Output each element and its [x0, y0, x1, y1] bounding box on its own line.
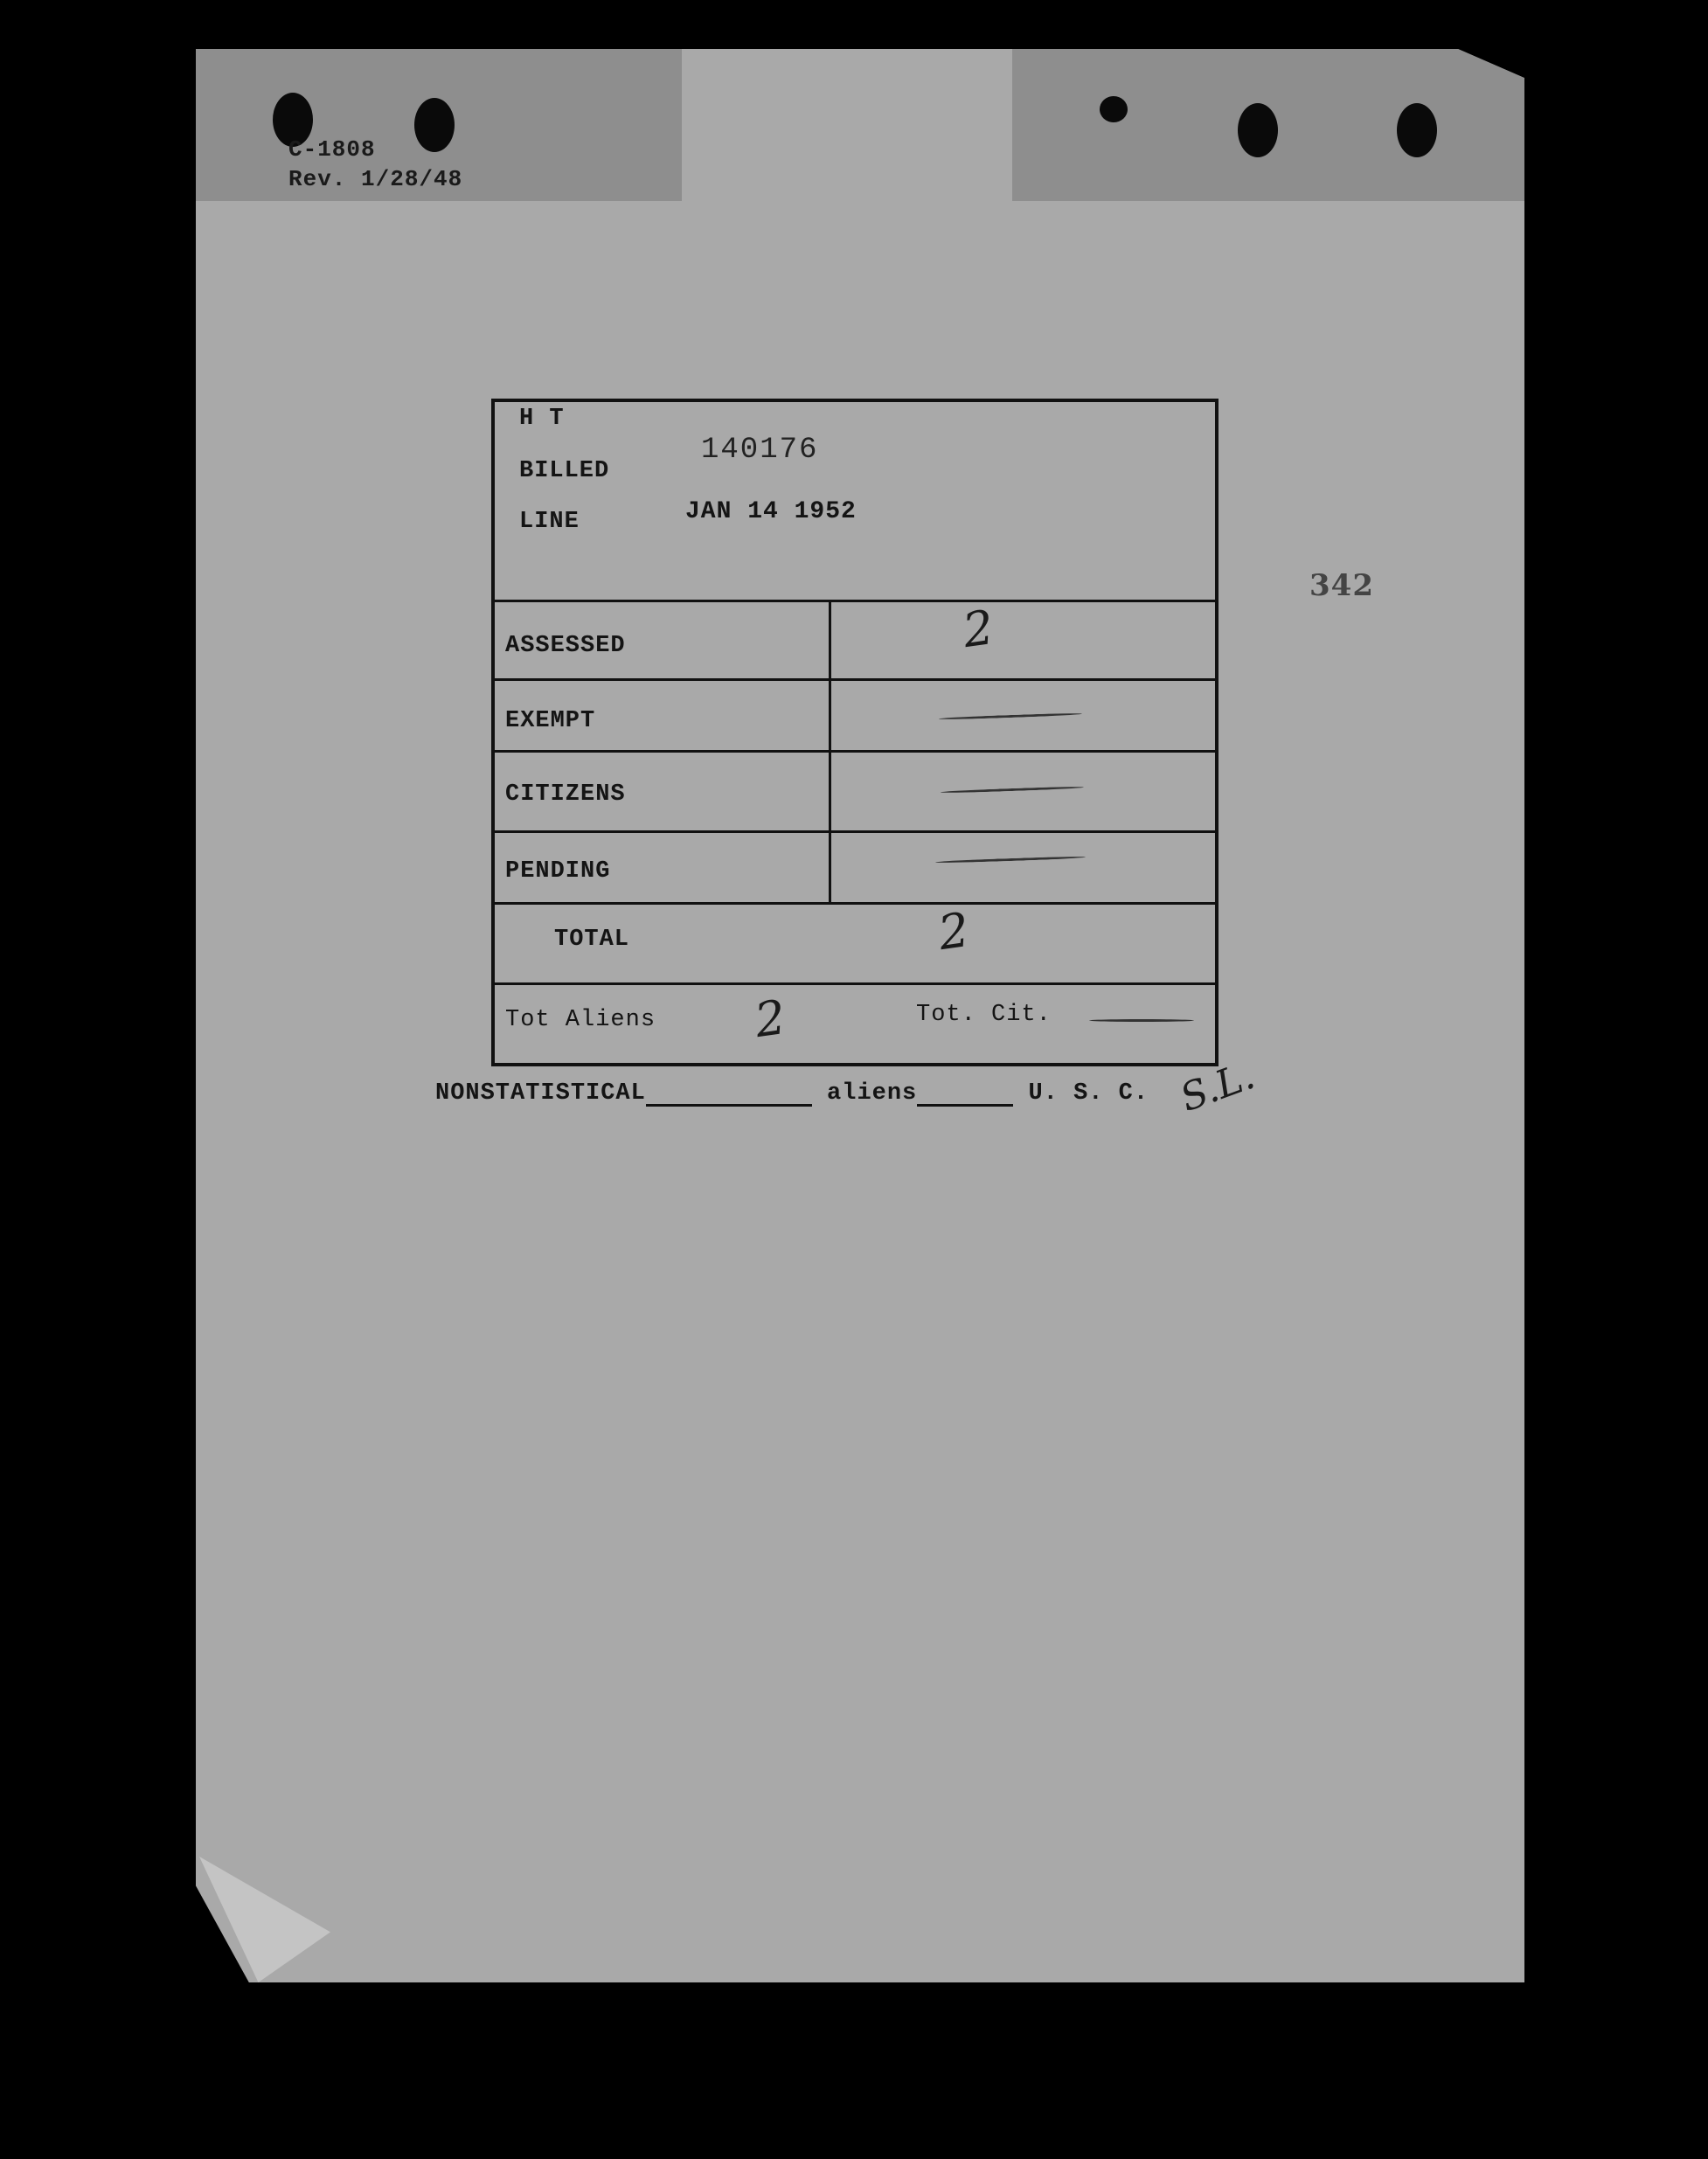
- tot-aliens-label: Tot Aliens: [505, 1007, 656, 1033]
- pending-value-dash: [935, 856, 1086, 864]
- divider-header: [495, 600, 1215, 602]
- exempt-value-dash: [939, 712, 1082, 720]
- nonstatistical-label: NONSTATISTICAL: [435, 1080, 646, 1107]
- pending-label: PENDING: [505, 858, 611, 885]
- citizens-value-dash: [941, 786, 1084, 794]
- billed-number: 140176: [701, 434, 819, 467]
- divider-assessed: [495, 678, 1215, 681]
- billing-stamp-box: [491, 399, 1219, 1066]
- exempt-label: EXEMPT: [505, 708, 596, 734]
- divider-pending: [495, 902, 1215, 905]
- column-divider: [829, 600, 831, 902]
- assessed-value: 2: [959, 599, 997, 659]
- billed-date: JAN 14 1952: [685, 498, 857, 525]
- billed-label: BILLED: [519, 458, 610, 484]
- tot-cit-label: Tot. Cit.: [916, 1002, 1052, 1028]
- tot-aliens-value: 2: [751, 989, 789, 1049]
- citizens-label: CITIZENS: [505, 781, 626, 808]
- clerk-initials: S.L.: [1174, 1052, 1260, 1121]
- nonstatistical-blank: [646, 1081, 812, 1107]
- line-label: LINE: [519, 509, 580, 535]
- punch-hole-3: [1100, 96, 1128, 122]
- total-value: 2: [934, 901, 973, 961]
- assessed-label: ASSESSED: [505, 633, 626, 659]
- punch-hole-5: [1397, 103, 1437, 157]
- aliens-label: aliens: [827, 1080, 918, 1107]
- page-number: 342: [1309, 568, 1374, 603]
- divider-total: [495, 982, 1215, 985]
- usc-label: U. S. C.: [1028, 1080, 1149, 1107]
- ht-label: H T: [519, 406, 565, 432]
- divider-citizens: [495, 830, 1215, 833]
- punch-hole-4: [1238, 103, 1278, 157]
- divider-exempt: [495, 750, 1215, 753]
- form-number: C-1808: [288, 136, 376, 163]
- form-number-block: [288, 135, 462, 194]
- tot-cit-value-dash: [1089, 1019, 1194, 1022]
- aliens-blank: [917, 1081, 1013, 1107]
- form-revision: Rev. 1/28/48: [288, 166, 463, 192]
- nonstatistical-line: [435, 1080, 1149, 1107]
- total-label: TOTAL: [554, 927, 630, 953]
